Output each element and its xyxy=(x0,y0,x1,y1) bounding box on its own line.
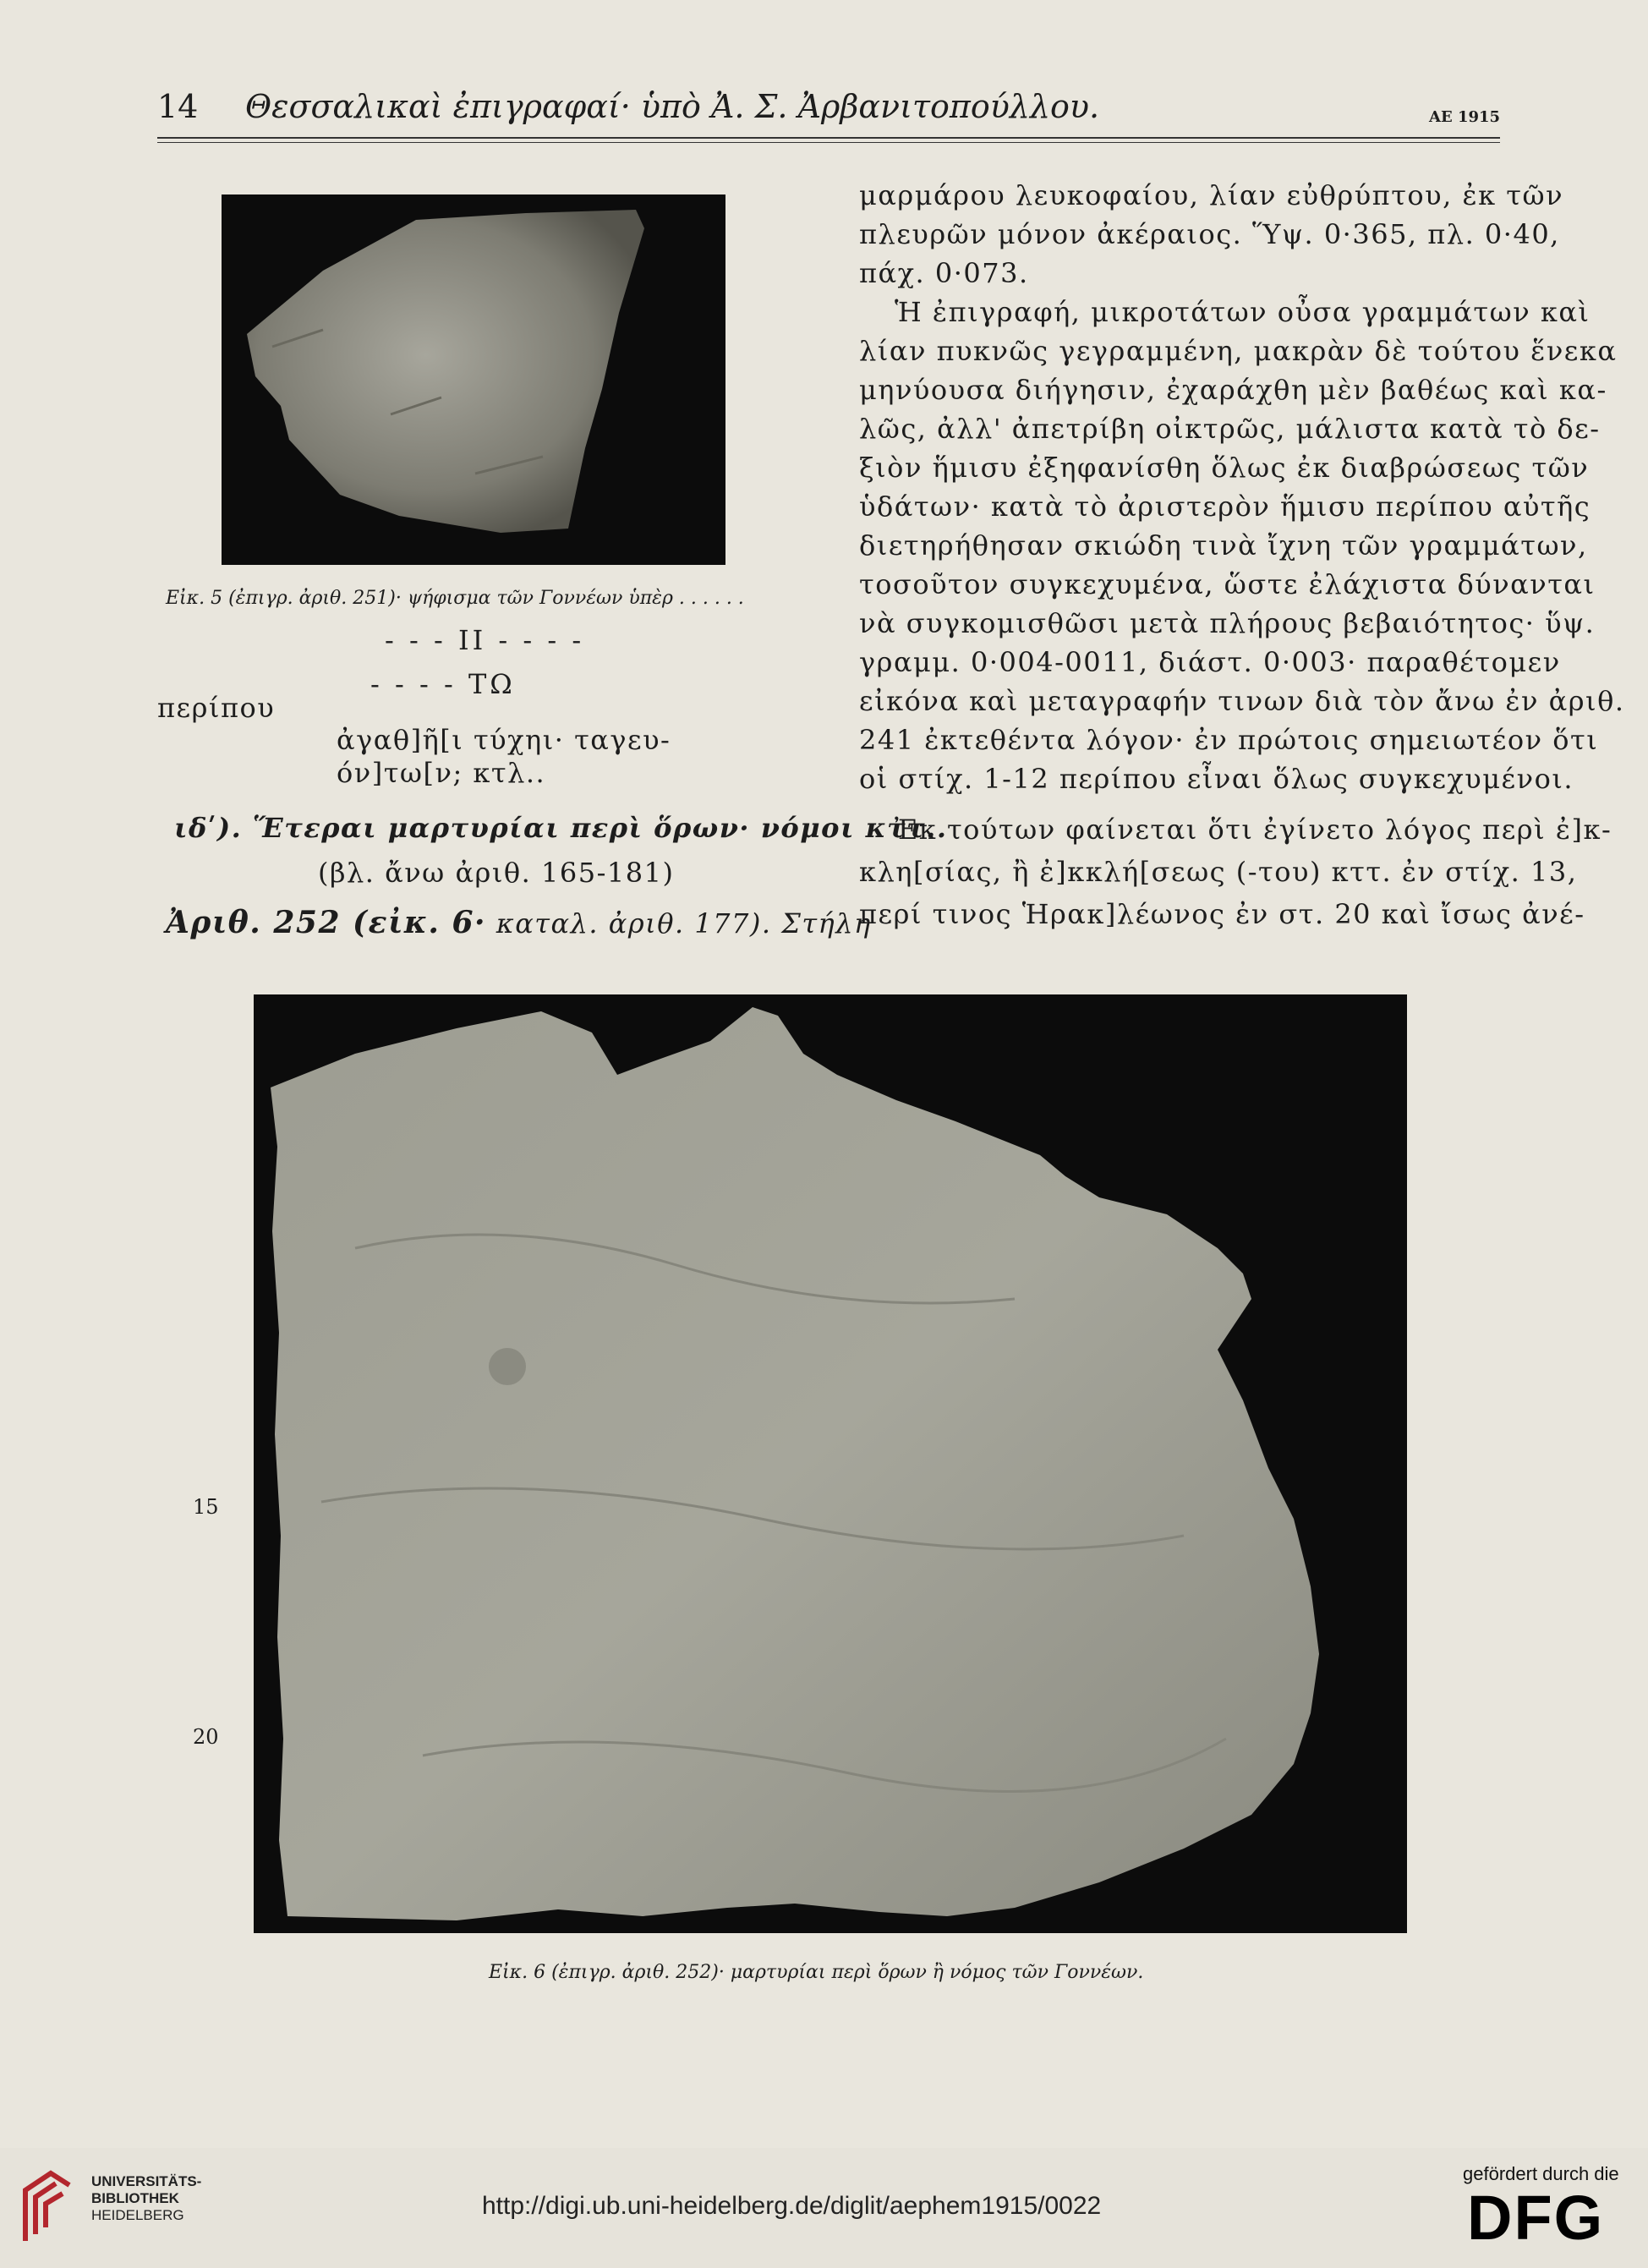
right-line-4: Ἡ ἐπιγραφή, μικροτάτων οὖσα γραμμάτων καὶ xyxy=(895,296,1591,328)
right-line-5: λίαν πυκνῶς γεγραμμένη, μακρὰν δὲ τούτου ἕνεκα xyxy=(859,335,1618,367)
right-line-14: εἰκόνα καὶ μεταγραφήν τινων διὰ τὸν ἄνω ἐν ἀριθ. xyxy=(859,685,1625,717)
section-heading: ιδʹ). Ἕτεραι μαρτυρίαι περὶ ὅρων· νόμοι κττ.. xyxy=(174,812,948,844)
right-line-1: μαρμάρου λευκοφαίου, λίαν εὐθρύπτου, ἐκ τῶν xyxy=(859,179,1564,211)
margin-number-15: 15 xyxy=(193,1495,219,1519)
stele-fragment-6 xyxy=(254,994,1407,1933)
figure-6-caption: Εἰκ. 6 (ἐπιγρ. ἀριθ. 252)· μαρτυρίαι περὶ ὅρων ἢ νόμος τῶν Γοννέων. xyxy=(489,1962,1144,1983)
footer-bar xyxy=(0,2148,1648,2268)
entry-252 xyxy=(166,905,872,940)
journal-label: ΑΕ 1915 xyxy=(1429,108,1501,126)
entry-text: καταλ. ἀριθ. 177). Στήλη xyxy=(495,907,872,940)
library-line-3: HEIDELBERG xyxy=(91,2207,184,2223)
entry-number: Ἀριθ. 252 (εἰκ. 6· xyxy=(166,905,487,940)
peripou-note: περίπου xyxy=(157,692,276,724)
inscription-line-2: - - - - ΤΩ xyxy=(370,668,516,700)
inscription-line-4: όν]τω[ν; κτλ.. xyxy=(337,757,546,789)
page-number: 14 xyxy=(157,88,199,125)
margin-number-20: 20 xyxy=(193,1725,219,1749)
inscription-line-3: ἀγαθ]ῆ[ι τύχηι· ταγευ- xyxy=(337,724,671,756)
right-line-7: λῶς, ἀλλ' ἀπετρίβη οἰκτρῶς, μάλιστα κατὰ τὸ δε- xyxy=(859,413,1601,445)
figure-5-caption: Εἰκ. 5 (ἐπιγρ. ἀριθ. 251)· ψήφισμα τῶν Γοννέων ὑπὲρ . . . . . . xyxy=(166,588,744,609)
right-line-10: διετηρήθησαν σκιώδη τινὰ ἴχνη τῶν γραμμάτων, xyxy=(859,529,1588,562)
right-line-9: ὑδάτων· κατὰ τὸ ἀριστερὸν ἥμισυ περίπου αὐτῆς xyxy=(859,490,1591,523)
library-line-1: UNIVERSITÄTS- xyxy=(91,2173,202,2189)
right-line-15: 241 ἐκτεθέντα λόγον· ἐν πρώτοις σημειωτέον ὅτι xyxy=(859,724,1599,756)
right-line-12: νὰ συγκομισθῶσι μετὰ πλήρους βεβαιότητος· ὕψ. xyxy=(859,607,1596,639)
figure-5-photo xyxy=(222,194,725,565)
figure-6-photo xyxy=(254,994,1407,1933)
right-line-17: Ἐκ τούτων φαίνεται ὅτι ἐγίνετο λόγος περὶ ἐ]κ- xyxy=(895,814,1612,846)
source-url-link[interactable]: http://digi.ub.uni-heidelberg.de/diglit/aephem1915/0022 xyxy=(482,2192,1102,2220)
right-line-16: οἱ στίχ. 1-12 περίπου εἶναι ὅλως συγκεχυμένοι. xyxy=(859,763,1574,795)
funded-by-label: gefördert durch die xyxy=(1463,2163,1619,2184)
library-line-2: BIBLIOTHEK xyxy=(91,2190,179,2206)
stele-fragment-5 xyxy=(222,194,725,565)
library-name xyxy=(91,2173,201,2224)
university-library-logo-icon xyxy=(17,2165,78,2249)
right-line-6: μηνύουσα διήγησιν, ἐχαράχθη μὲν βαθέως καὶ κα- xyxy=(859,374,1607,406)
section-reference: (βλ. ἄνω ἀριθ. 165-181) xyxy=(318,857,675,889)
right-line-8: ξιὸν ἥμισυ ἐξηφανίσθη ὅλως ἐκ διαβρώσεως τῶν xyxy=(859,452,1590,484)
running-title: Θεσσαλικαὶ ἐπιγραφαί· ὑπὸ Ἀ. Σ. Ἀρβανιτοπούλλου. xyxy=(245,88,1100,125)
right-line-19: περί τινος Ἡρακ]λέωνος ἐν στ. 20 καὶ ἴσως ἀνέ- xyxy=(859,898,1585,930)
header-rule-thin xyxy=(157,142,1500,143)
header-rule xyxy=(157,137,1500,139)
inscription-line-1: - - - ΙΙ - - - - xyxy=(385,624,585,656)
right-line-3: πάχ. 0·073. xyxy=(859,257,1029,289)
right-line-2: πλευρῶν μόνον ἀκέραιος. Ὕψ. 0·365, πλ. 0·40, xyxy=(859,218,1560,250)
right-line-13: γραμμ. 0·004-0011, διάστ. 0·003· παραθέτομεν xyxy=(859,646,1561,678)
dfg-logo: DFG xyxy=(1467,2183,1605,2253)
right-line-11: τοσοῦτον συγκεχυμένα, ὥστε ἐλάχιστα δύνανται xyxy=(859,568,1596,600)
right-line-18: κλη[σίας, ἢ ἐ]κκλή[σεως (-του) κττ. ἐν στίχ. 13, xyxy=(859,856,1578,888)
